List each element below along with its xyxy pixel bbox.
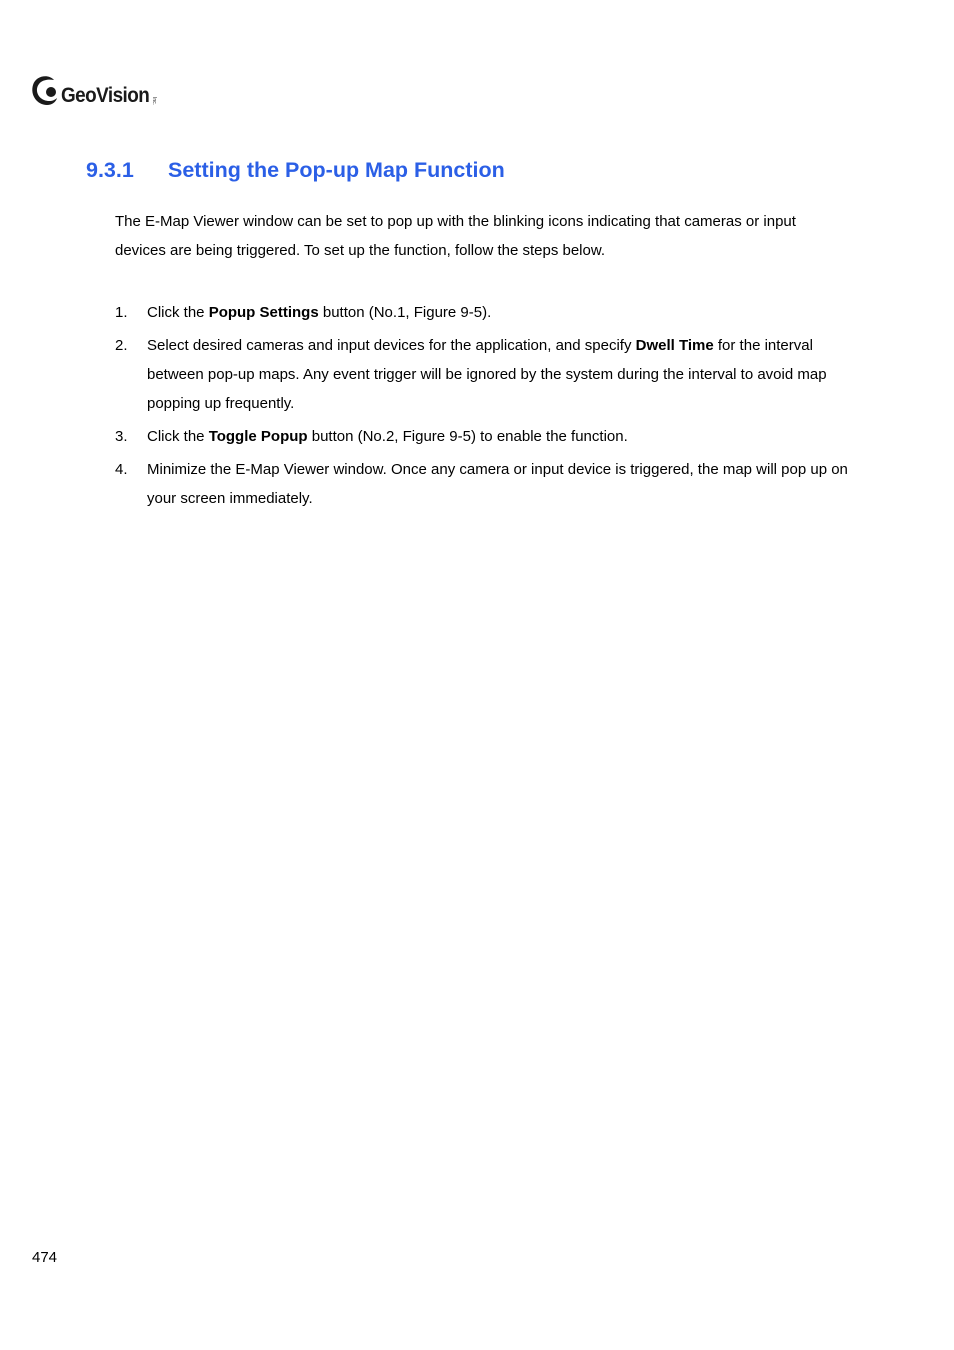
logo-text: GeoVision xyxy=(61,84,150,107)
ui-term: Popup Settings xyxy=(208,304,319,321)
step-text: Select desired cameras and input devices for the application, and specify Dwell Time for the interval between pop-up maps. Any event trigger will be ignored by the system during the interval to avoid map popping up frequently. xyxy=(147,337,827,412)
step-text: Click the Toggle Popup button (No.2, Figure 9-5) to enable the function. xyxy=(147,428,628,445)
step-number: 4. xyxy=(115,461,128,478)
step-number: 1. xyxy=(115,304,128,321)
logo-suffix: Inc. xyxy=(151,96,158,105)
step-item xyxy=(115,298,850,327)
geovision-swirl-icon xyxy=(30,74,60,108)
intro-paragraph: The E-Map Viewer window can be set to pop up with the blinking icons indicating that cameras or input devices are being triggered. To set up the function, follow the steps below. xyxy=(115,213,796,259)
steps-list xyxy=(115,298,850,517)
step-text: Minimize the E-Map Viewer window. Once any camera or input device is triggered, the map will pop up on your screen immediately. xyxy=(147,461,848,507)
step-text: Click the Popup Settings button (No.1, Figure 9-5). xyxy=(147,304,492,321)
ui-term: Dwell Time xyxy=(635,337,714,354)
section-number: 9.3.1 xyxy=(86,158,134,182)
step-item xyxy=(115,331,850,418)
section-title: Setting the Pop-up Map Function xyxy=(168,158,505,182)
step-number: 2. xyxy=(115,337,128,354)
step-item xyxy=(115,422,850,451)
page-number: 474 xyxy=(32,1249,58,1266)
step-number: 3. xyxy=(115,428,128,445)
ui-term: Toggle Popup xyxy=(208,428,308,445)
geovision-logo xyxy=(30,74,156,108)
section-heading xyxy=(86,158,505,183)
step-item xyxy=(115,455,850,513)
